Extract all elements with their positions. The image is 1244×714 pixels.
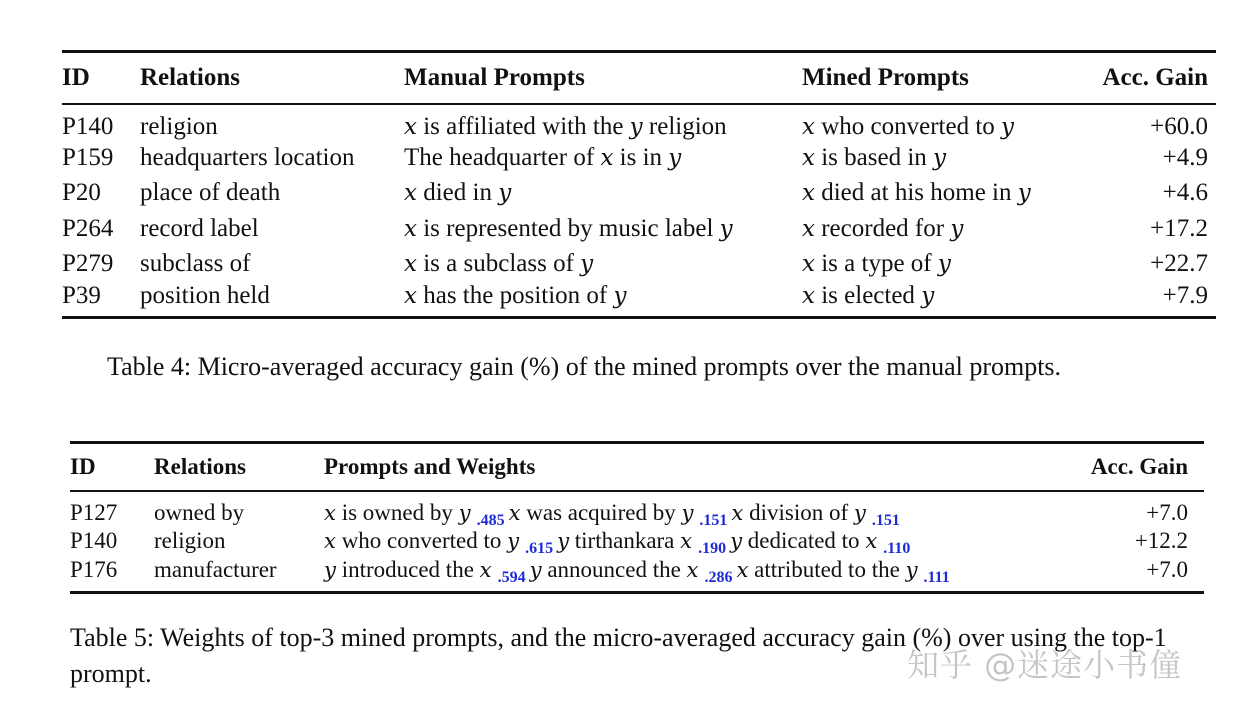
prompt-text: is owned by xyxy=(335,499,459,525)
row-id: P264 xyxy=(62,214,114,242)
row-relation: manufacturer xyxy=(154,556,277,582)
row-manual-prompt xyxy=(404,141,802,176)
prompt-weight: .286 xyxy=(704,568,733,586)
row-prompts-weights xyxy=(324,491,1070,529)
math-variable: y xyxy=(507,528,520,553)
math-variable: x xyxy=(324,499,336,525)
math-variable: y xyxy=(937,251,951,278)
prompt-weight: .485 xyxy=(476,511,505,529)
row-prompts-weights xyxy=(324,557,1070,593)
table-row xyxy=(62,282,1216,318)
row-id: P176 xyxy=(70,556,118,582)
math-variable: x xyxy=(686,556,699,582)
row-acc-gain: +12.2 xyxy=(1134,528,1188,553)
row-relation: owned by xyxy=(154,499,245,525)
prompt-weight: .594 xyxy=(497,568,526,586)
prompt-text: division of xyxy=(743,499,854,525)
prompt-text: announced the xyxy=(541,556,687,582)
math-variable: x xyxy=(404,215,417,242)
row-acc-gain: +60.0 xyxy=(1150,112,1208,140)
row-relation: position held xyxy=(140,281,270,309)
math-variable: x xyxy=(802,113,815,140)
row-acc-gain: +22.7 xyxy=(1150,250,1208,278)
math-variable: y xyxy=(498,180,512,207)
math-variable: x xyxy=(404,282,417,309)
math-variable: x xyxy=(865,528,878,553)
row-relation: religion xyxy=(154,528,226,553)
math-variable: x xyxy=(731,499,744,525)
row-id: P127 xyxy=(70,499,118,525)
math-variable: y xyxy=(580,251,594,278)
header-acc-gain: Acc. Gain xyxy=(1102,63,1208,91)
row-id: P279 xyxy=(62,250,114,278)
table-row xyxy=(70,491,1204,526)
math-variable: x xyxy=(600,145,614,172)
prompt-text: who converted to xyxy=(814,112,1002,140)
math-variable: x xyxy=(802,251,815,278)
row-relation: place of death xyxy=(140,179,281,207)
math-variable: x xyxy=(404,251,417,278)
row-manual-prompt xyxy=(404,282,802,318)
prompt-weight: .615 xyxy=(525,540,554,557)
table-header-row xyxy=(70,443,1204,491)
row-mined-prompt xyxy=(802,211,1102,246)
row-manual-prompt xyxy=(404,211,802,246)
math-variable: y xyxy=(613,282,627,309)
math-variable: y xyxy=(853,499,866,525)
math-variable: y xyxy=(719,215,733,242)
prompt-weight: .111 xyxy=(923,568,950,586)
math-variable: y xyxy=(529,556,542,582)
math-variable: y xyxy=(933,145,947,172)
math-variable: y xyxy=(629,113,643,140)
header-mined-prompts: Mined Prompts xyxy=(802,63,969,91)
header-manual-prompts: Manual Prompts xyxy=(404,63,585,91)
prompt-text: The headquarter of xyxy=(404,144,601,172)
row-relation: subclass of xyxy=(140,250,251,278)
math-variable: x xyxy=(736,556,749,582)
math-variable: x xyxy=(404,180,417,207)
math-variable: x xyxy=(404,113,417,140)
math-variable: y xyxy=(950,215,964,242)
math-variable: y xyxy=(681,499,694,525)
header-prompts-and-weights: Prompts and Weights xyxy=(324,453,536,479)
math-variable: y xyxy=(668,145,682,172)
prompt-text: recorded for xyxy=(814,214,951,242)
math-variable: y xyxy=(324,556,336,582)
prompt-text: died at his home in xyxy=(814,179,1018,207)
row-mined-prompt xyxy=(802,141,1102,176)
header-relations: Relations xyxy=(154,453,246,479)
table-row xyxy=(62,104,1216,141)
prompt-text: was acquired by xyxy=(520,499,682,525)
table-4-caption: Table 4: Micro-averaged accuracy gain (%) of the mined prompts over the manual prompts. xyxy=(107,352,1062,381)
math-variable: x xyxy=(680,528,693,553)
row-id: P140 xyxy=(70,528,118,553)
prompt-text: is based in xyxy=(814,144,934,172)
header-relations: Relations xyxy=(140,63,240,91)
prompt-text: is represented by music label xyxy=(416,214,720,242)
row-mined-prompt xyxy=(802,246,1102,281)
math-variable: y xyxy=(921,282,935,309)
prompt-weight: .151 xyxy=(871,511,900,529)
row-relation: headquarters location xyxy=(140,144,355,172)
math-variable: x xyxy=(802,180,815,207)
row-acc-gain: +4.9 xyxy=(1162,144,1208,172)
prompt-text: died in xyxy=(416,179,499,207)
row-acc-gain: +7.9 xyxy=(1162,281,1208,309)
prompt-text: attributed to the xyxy=(748,556,906,582)
row-id: P159 xyxy=(62,144,114,172)
row-id: P20 xyxy=(62,179,101,207)
prompt-text: is a subclass of xyxy=(416,250,581,278)
row-acc-gain: +7.0 xyxy=(1146,499,1188,525)
math-variable: x xyxy=(508,499,521,525)
prompt-weight: .151 xyxy=(699,511,728,529)
table-row xyxy=(62,246,1216,281)
math-variable: x xyxy=(802,145,815,172)
prompt-text: is in xyxy=(613,144,669,172)
row-id: P39 xyxy=(62,281,101,309)
math-variable: y xyxy=(557,528,570,553)
prompt-text: tirthankara xyxy=(569,528,681,553)
row-manual-prompt xyxy=(404,246,802,281)
prompt-text: has the position of xyxy=(416,281,614,309)
prompt-weight: .110 xyxy=(883,540,911,557)
header-id: ID xyxy=(70,453,96,479)
math-variable: y xyxy=(1001,113,1015,140)
prompt-text: is elected xyxy=(814,281,922,309)
table-header-row xyxy=(62,52,1216,104)
header-id: ID xyxy=(62,63,90,91)
row-acc-gain: +17.2 xyxy=(1150,214,1208,242)
prompt-text: is a type of xyxy=(814,250,938,278)
table-4 xyxy=(62,50,1216,319)
table-row xyxy=(70,526,1204,557)
math-variable: x xyxy=(802,215,815,242)
table-5 xyxy=(70,441,1204,594)
row-id: P140 xyxy=(62,112,114,140)
row-acc-gain: +7.0 xyxy=(1146,556,1188,582)
header-acc-gain: Acc. Gain xyxy=(1090,453,1188,479)
table-row xyxy=(62,211,1216,246)
row-manual-prompt xyxy=(404,176,802,211)
table-5-caption: Table 5: Weights of top-3 mined prompts, and the micro-averaged accuracy gain (%) over using the top-1 prompt. xyxy=(70,623,1167,688)
table-row xyxy=(62,141,1216,176)
row-relation: record label xyxy=(140,214,259,242)
row-relation: religion xyxy=(140,112,218,140)
math-variable: x xyxy=(479,556,492,582)
prompt-text: is affiliated with the xyxy=(416,112,630,140)
row-manual-prompt xyxy=(404,104,802,141)
row-mined-prompt xyxy=(802,176,1102,211)
math-variable: x xyxy=(802,282,815,309)
prompt-text: dedicated to xyxy=(742,528,866,553)
prompt-text: who converted to xyxy=(335,528,508,553)
math-variable: y xyxy=(905,556,918,582)
row-acc-gain: +4.6 xyxy=(1162,179,1208,207)
math-variable: x xyxy=(324,528,336,553)
prompt-weight: .190 xyxy=(698,540,727,557)
table-row xyxy=(62,176,1216,211)
watermark: 知乎 @迷途小书僮 xyxy=(907,646,1183,684)
row-prompts-weights xyxy=(324,526,1070,557)
math-variable: y xyxy=(1017,180,1031,207)
table-row xyxy=(70,557,1204,593)
row-mined-prompt xyxy=(802,104,1102,141)
prompt-text: religion xyxy=(642,112,727,140)
row-mined-prompt xyxy=(802,282,1102,318)
prompt-text: introduced the xyxy=(335,556,480,582)
math-variable: y xyxy=(730,528,743,553)
math-variable: y xyxy=(458,499,471,525)
